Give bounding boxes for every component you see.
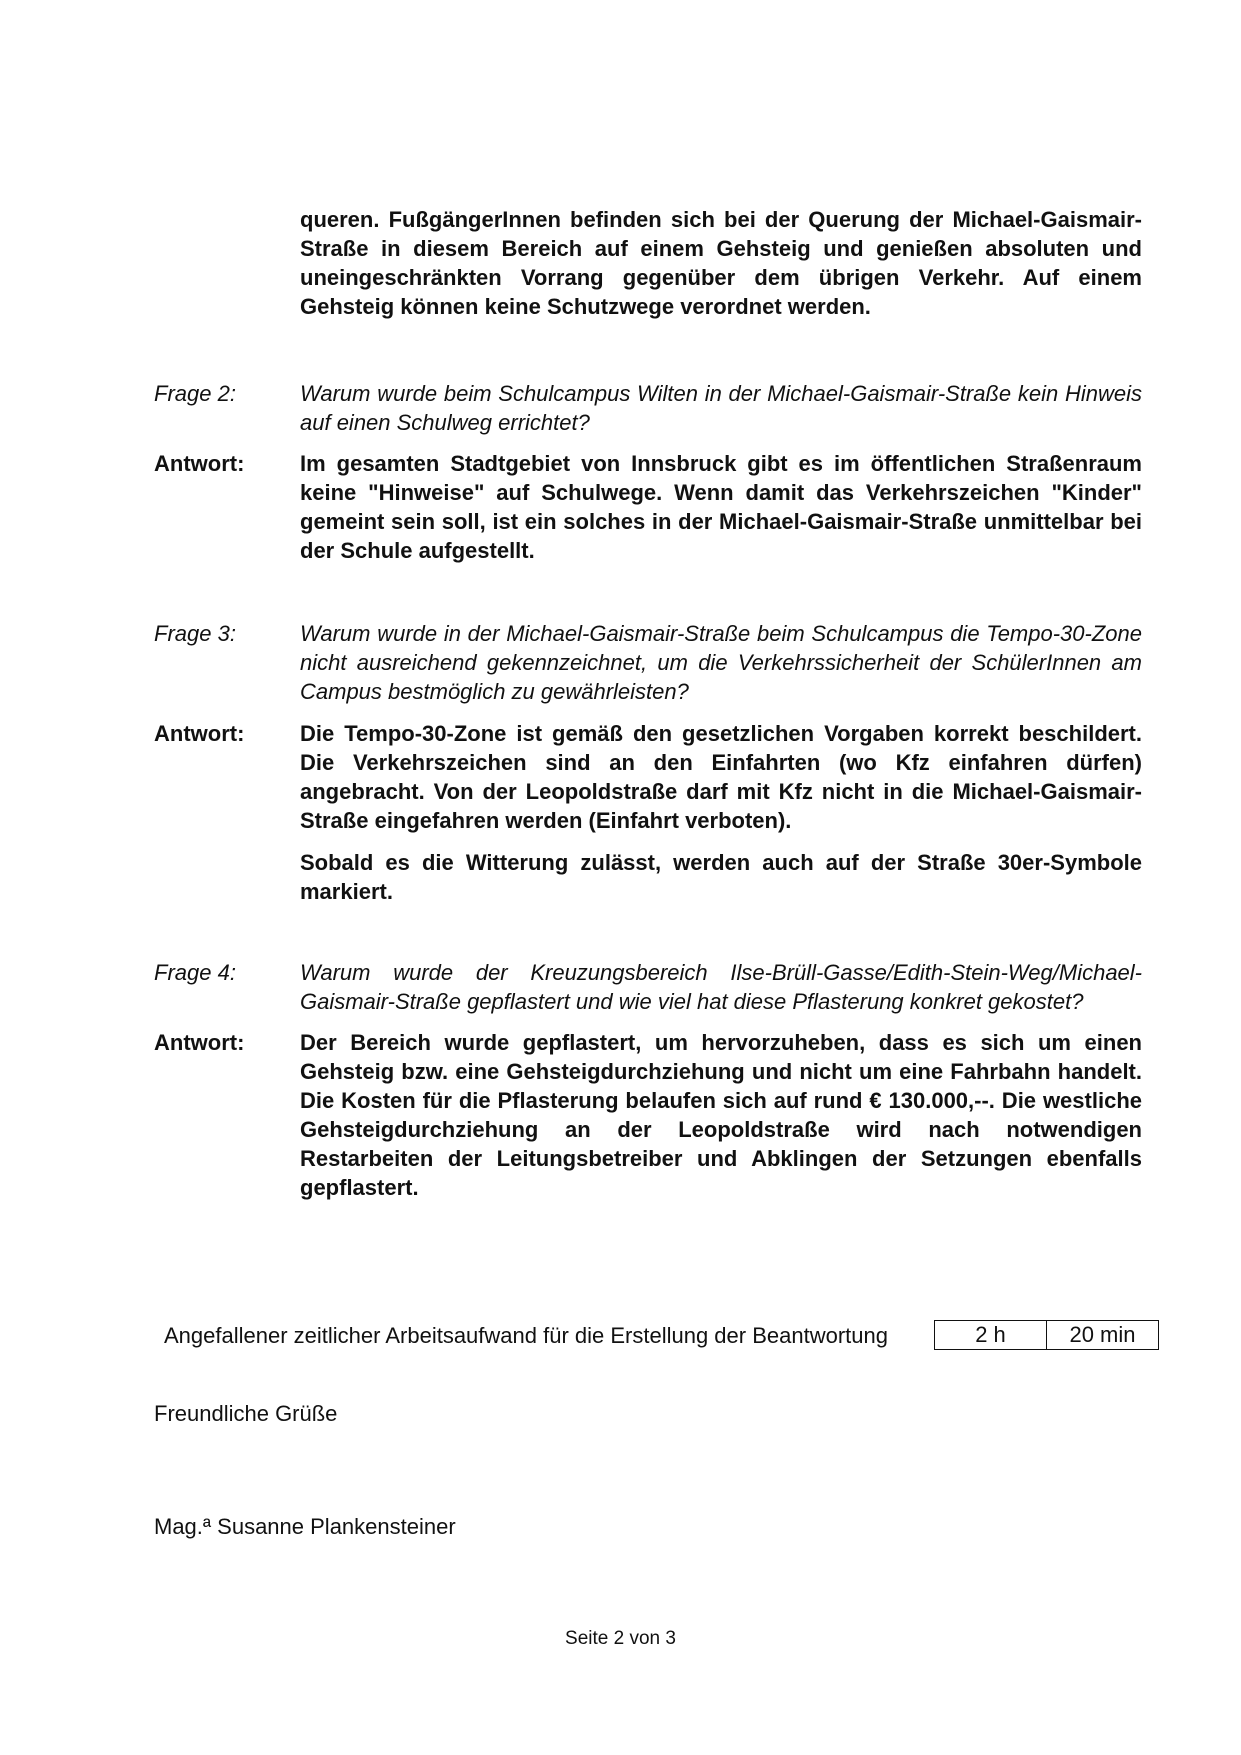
answer-paragraph: Der Bereich wurde gepflastert, um hervorzuheben, dass es sich um einen Gehsteig bzw. eine Gehsteigdurchziehung und nicht um eine Fahrbahn handelt. Die Kosten für die Pflasterung belaufen sich auf rund € 130.000,--. Die westliche Gehsteigdurchziehung an der Leopoldstraße wird nach notwendigen Restarbeiten der Leitungsbetreiber und Abklingen der Setzungen ebenfalls gepflastert. xyxy=(300,1030,1142,1200)
effort-table xyxy=(934,1320,1159,1350)
answer-paragraph: Die Tempo-30-Zone ist gemäß den gesetzlichen Vorgaben korrekt beschildert. Die Verkehrszeichen sind an den Einfahrten (wo Kfz einfahren dürfen) angebracht. Von der Leopoldstraße darf mit Kfz nicht in die Michael-Gaismair-Straße eingefahren werden (Einfahrt verboten). xyxy=(300,721,1142,833)
question-label: Frage 3: xyxy=(154,621,236,646)
question-label: Frage 4: xyxy=(154,960,236,985)
effort-minutes: 20 min xyxy=(1046,1321,1158,1349)
answer-label: Antwort: xyxy=(154,451,245,476)
question-text: Warum wurde in der Michael-Gaismair-Straße beim Schulcampus die Tempo-30-Zone nicht ausreichend gekennzeichnet, um die Verkehrssicherheit der SchülerInnen am Campus bestmöglich zu gewährleisten? xyxy=(300,621,1142,704)
effort-hours: 2 h xyxy=(975,1322,1006,1347)
answer-paragraph: Im gesamten Stadtgebiet von Innsbruck gibt es im öffentlichen Straßenraum keine "Hinweise" auf Schulwege. Wenn damit das Verkehrszeichen "Kinder" gemeint sein soll, ist ein solches in der Michael-Gaismair-Straße unmittelbar bei der Schule aufgestellt. xyxy=(300,451,1142,563)
answer-2 xyxy=(154,449,1142,565)
answer-label: Antwort: xyxy=(154,721,245,746)
answer-text xyxy=(300,719,1142,906)
page-footer: Seite 2 von 3 xyxy=(565,1628,676,1649)
answer-4 xyxy=(154,1028,1142,1202)
intro-answer-text xyxy=(300,205,1142,321)
answer-paragraph: Sobald es die Witterung zulässt, werden auch auf der Straße 30er-Symbole markiert. xyxy=(300,850,1142,904)
answer-3 xyxy=(154,719,1142,906)
question-3 xyxy=(154,619,1142,706)
question-text: Warum wurde beim Schulcampus Wilten in der Michael-Gaismair-Straße kein Hinweis auf einen Schulweg errichtet? xyxy=(300,381,1142,435)
question-2 xyxy=(154,379,1142,437)
effort-label: Angefallener zeitlicher Arbeitsaufwand für die Erstellung der Beantwortung xyxy=(164,1322,888,1348)
answer-label: Antwort: xyxy=(154,1030,245,1055)
effort-row xyxy=(164,1320,1159,1350)
answer-text xyxy=(300,1028,1142,1202)
question-label: Frage 2: xyxy=(154,381,236,406)
intro-answer-paragraph: queren. FußgängerInnen befinden sich bei der Querung der Michael-Gaismair-Straße in diesem Bereich auf einem Gehsteig und genießen absoluten und uneingeschränkten Vorrang gegenüber dem übrigen Verkehr. Auf einem Gehsteig können keine Schutzwege verordnet werden. xyxy=(300,207,1142,319)
answer-text xyxy=(300,449,1142,565)
greeting: Freundliche Grüße xyxy=(154,1401,338,1426)
question-text: Warum wurde der Kreuzungsbereich Ilse-Brüll-Gasse/Edith-Stein-Weg/Michael-Gaismair-Straße gepflastert und wie viel hat diese Pflasterung konkret gekostet? xyxy=(300,960,1142,1014)
signature: Mag.ª Susanne Plankensteiner xyxy=(154,1514,456,1539)
question-4 xyxy=(154,958,1142,1016)
